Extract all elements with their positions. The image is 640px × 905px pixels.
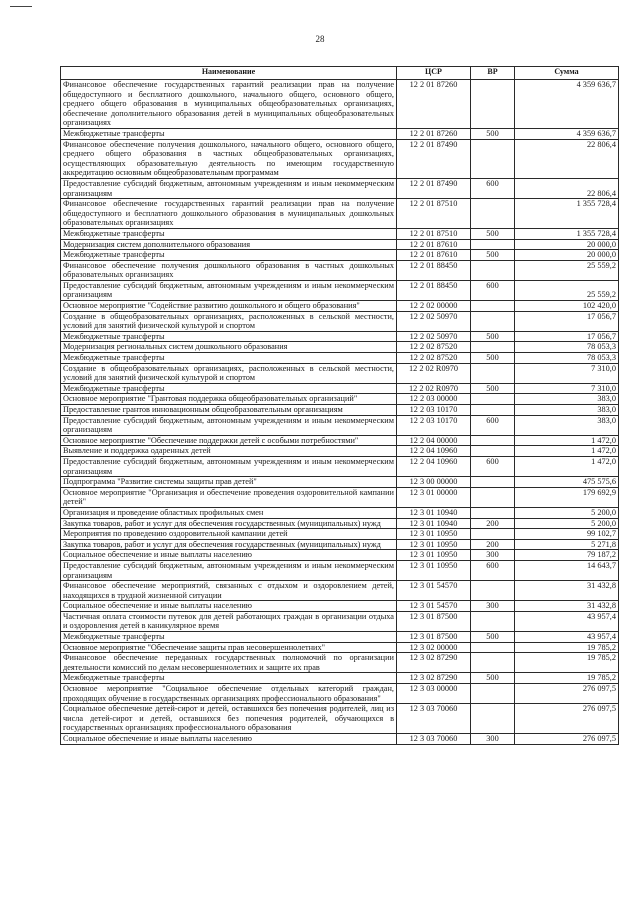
row-csr-cell: 12 2 01 88450 [397,280,471,300]
table-row [61,581,619,601]
row-vr-cell [471,581,515,601]
row-sum-cell: 20 000,0 [515,239,619,250]
row-sum-cell: 7 310,0 [515,383,619,394]
row-vr-cell: 600 [471,178,515,198]
row-csr-cell: 12 3 01 54570 [397,601,471,612]
row-name-cell: Межбюджетные трансферты [61,128,397,139]
table-row [61,477,619,488]
table-row [61,539,619,550]
row-csr-cell: 12 2 01 87490 [397,178,471,198]
header-csr: ЦСР [397,67,471,80]
row-sum-cell: 78 053,3 [515,342,619,353]
row-csr-cell: 12 2 01 87610 [397,250,471,261]
row-sum-cell: 19 785,2 [515,642,619,653]
row-name-cell: Основное мероприятие "Обеспечение защиты прав несовершеннолетних" [61,642,397,653]
table-row [61,560,619,580]
row-vr-cell: 500 [471,128,515,139]
row-name-cell: Социальное обеспечение детей-сирот и детей, оставшихся без попечения родителей, лиц из числа детей-сирот и детей, оставшихся без попечения родителей, обучающихся в государственных организациях профессионального образования [61,704,397,734]
header-name: Наименование [61,67,397,80]
row-sum-cell: 1 355 728,4 [515,228,619,239]
row-vr-cell [471,363,515,383]
row-name-cell: Финансовое обеспечение переданных государственных полномочий по организации деятельности комиссий по делам несовершеннолетних и защите их прав [61,653,397,673]
row-csr-cell: 12 3 01 10950 [397,550,471,561]
row-vr-cell: 500 [471,228,515,239]
row-vr-cell: 600 [471,415,515,435]
row-sum-cell: 31 432,8 [515,601,619,612]
row-vr-cell: 500 [471,632,515,643]
row-csr-cell: 12 2 03 10170 [397,405,471,416]
row-csr-cell: 12 3 01 00000 [397,487,471,507]
table-row [61,239,619,250]
row-csr-cell: 12 2 03 10170 [397,415,471,435]
row-vr-cell [471,405,515,416]
row-vr-cell: 300 [471,734,515,745]
row-vr-cell [471,311,515,331]
row-sum-cell: 5 200,0 [515,507,619,518]
table-row [61,601,619,612]
table-row [61,632,619,643]
table-header-row [61,67,619,80]
table-row [61,653,619,673]
row-vr-cell: 300 [471,550,515,561]
row-vr-cell: 600 [471,456,515,476]
row-sum-cell: 1 355 728,4 [515,199,619,229]
table-row [61,456,619,476]
row-sum-cell: 179 692,9 [515,487,619,507]
row-csr-cell: 12 2 04 00000 [397,435,471,446]
row-vr-cell [471,684,515,704]
row-sum-cell: 1 472,0 [515,435,619,446]
row-name-cell: Финансовое обеспечение государственных гарантий реализации прав на получение общедоступного и бесплатного дошкольного, начального общего, основного общего, среднего общего образования в муниципальных общеобразовательных организациях, обеспечение дополнительного образования детей в муниципальных общеобразовательных организациях [61,80,397,129]
row-vr-cell [471,529,515,540]
row-name-cell: Модернизация систем дополнительного образования [61,239,397,250]
table-row [61,331,619,342]
row-sum-cell: 276 097,5 [515,684,619,704]
row-name-cell: Финансовое обеспечение государственных гарантий реализации прав на получение общедоступного и бесплатного дошкольного образования в муниципальных дошкольных образовательных организациях [61,199,397,229]
row-vr-cell [471,80,515,129]
row-vr-cell: 200 [471,518,515,529]
row-csr-cell: 12 2 02 87520 [397,342,471,353]
row-name-cell: Закупка товаров, работ и услуг для обеспечения государственных (муниципальных) нужд [61,539,397,550]
row-vr-cell: 500 [471,673,515,684]
row-vr-cell [471,611,515,631]
row-sum-cell: 4 359 636,7 [515,80,619,129]
row-vr-cell [471,435,515,446]
row-sum-cell: 475 575,6 [515,477,619,488]
table-row [61,342,619,353]
row-vr-cell: 300 [471,601,515,612]
row-name-cell: Основное мероприятие "Организация и обеспечение проведения оздоровительной кампании детей" [61,487,397,507]
row-csr-cell: 12 3 01 10950 [397,529,471,540]
table-row [61,507,619,518]
row-csr-cell: 12 3 01 10940 [397,518,471,529]
table-row [61,405,619,416]
row-name-cell: Организация и проведение областных профильных смен [61,507,397,518]
row-sum-cell: 22 806,4 [515,178,619,198]
corner-mark [10,6,32,7]
row-csr-cell: 12 3 02 87290 [397,653,471,673]
row-name-cell: Основное мероприятие "Содействие развитию дошкольного и общего образования" [61,301,397,312]
row-name-cell: Межбюджетные трансферты [61,673,397,684]
row-name-cell: Межбюджетные трансферты [61,250,397,261]
row-vr-cell: 600 [471,560,515,580]
row-name-cell: Выявление и поддержка одаренных детей [61,446,397,457]
row-csr-cell: 12 2 02 R0970 [397,363,471,383]
row-csr-cell: 12 2 04 10960 [397,456,471,476]
row-csr-cell: 12 2 02 R0970 [397,383,471,394]
row-csr-cell: 12 3 03 00000 [397,684,471,704]
row-sum-cell: 14 643,7 [515,560,619,580]
row-sum-cell: 5 200,0 [515,518,619,529]
table-row [61,704,619,734]
row-sum-cell: 43 957,4 [515,632,619,643]
row-name-cell: Модернизация региональных систем дошкольного образования [61,342,397,353]
table-row [61,642,619,653]
row-csr-cell: 12 3 03 70060 [397,704,471,734]
row-name-cell: Предоставление грантов инновационным общеобразовательным организациям [61,405,397,416]
row-sum-cell: 25 559,2 [515,280,619,300]
row-sum-cell: 78 053,3 [515,353,619,364]
row-csr-cell: 12 2 03 00000 [397,394,471,405]
row-vr-cell [471,507,515,518]
row-name-cell: Подпрограмма "Развитие системы защиты прав детей" [61,477,397,488]
row-vr-cell: 500 [471,383,515,394]
row-name-cell: Основное мероприятие "Обеспечение поддержки детей с особыми потребностями" [61,435,397,446]
table-row [61,228,619,239]
table-row [61,80,619,129]
row-csr-cell: 12 3 02 00000 [397,642,471,653]
row-sum-cell: 5 271,8 [515,539,619,550]
table-row [61,673,619,684]
table-row [61,280,619,300]
row-sum-cell: 79 187,2 [515,550,619,561]
row-csr-cell: 12 2 02 50970 [397,311,471,331]
row-sum-cell: 4 359 636,7 [515,128,619,139]
page-number: 28 [315,34,325,44]
table-row [61,435,619,446]
row-name-cell: Межбюджетные трансферты [61,353,397,364]
row-vr-cell [471,704,515,734]
table-row [61,415,619,435]
row-csr-cell: 12 2 01 87610 [397,239,471,250]
row-sum-cell: 383,0 [515,405,619,416]
row-sum-cell: 25 559,2 [515,260,619,280]
row-name-cell: Предоставление субсидий бюджетным, автономным учреждениям и иным некоммерческим организациям [61,415,397,435]
row-sum-cell: 383,0 [515,394,619,405]
table-row [61,446,619,457]
row-sum-cell: 276 097,5 [515,734,619,745]
row-vr-cell [471,653,515,673]
row-name-cell: Межбюджетные трансферты [61,331,397,342]
row-vr-cell [471,139,515,178]
table-row [61,487,619,507]
row-sum-cell: 383,0 [515,415,619,435]
row-name-cell: Мероприятия по проведению оздоровительной кампании детей [61,529,397,540]
row-csr-cell: 12 3 00 00000 [397,477,471,488]
row-csr-cell: 12 3 01 54570 [397,581,471,601]
row-vr-cell [471,342,515,353]
table-row [61,550,619,561]
row-name-cell: Межбюджетные трансферты [61,383,397,394]
row-vr-cell [471,301,515,312]
row-name-cell: Предоставление субсидий бюджетным, автономным учреждениям и иным некоммерческим организациям [61,456,397,476]
row-sum-cell: 17 056,7 [515,311,619,331]
row-name-cell: Финансовое обеспечение мероприятий, связанных с отдыхом и оздоровлением детей, находящихся в трудной жизненной ситуации [61,581,397,601]
row-csr-cell: 12 2 01 87260 [397,128,471,139]
table-row [61,518,619,529]
row-csr-cell: 12 2 01 88450 [397,260,471,280]
row-vr-cell [471,487,515,507]
row-csr-cell: 12 3 01 87500 [397,611,471,631]
row-sum-cell: 43 957,4 [515,611,619,631]
row-vr-cell: 600 [471,280,515,300]
row-name-cell: Финансовое обеспечение получения дошкольного образования в частных дошкольных образовательных организациях [61,260,397,280]
table-row [61,178,619,198]
table-row [61,199,619,229]
row-sum-cell: 102 420,0 [515,301,619,312]
row-vr-cell: 500 [471,353,515,364]
row-sum-cell: 17 056,7 [515,331,619,342]
table-row [61,250,619,261]
table-row [61,734,619,745]
row-vr-cell [471,260,515,280]
row-name-cell: Частичная оплата стоимости путевок для детей работающих граждан в организации отдыха и оздоровления детей в каникулярное время [61,611,397,631]
row-sum-cell: 1 472,0 [515,446,619,457]
row-name-cell: Основное мероприятие "Социальное обеспечение отдельных категорий граждан, проходящих обучение в государственных организациях профессионального образования" [61,684,397,704]
row-name-cell: Предоставление субсидий бюджетным, автономным учреждениям и иным некоммерческим организациям [61,560,397,580]
row-vr-cell [471,239,515,250]
row-csr-cell: 12 3 02 87290 [397,673,471,684]
header-sum: Сумма [515,67,619,80]
table-row [61,383,619,394]
row-csr-cell: 12 2 01 87490 [397,139,471,178]
row-vr-cell: 500 [471,250,515,261]
table-row [61,311,619,331]
row-name-cell: Основное мероприятие "Грантовая поддержка общеобразовательных организаций" [61,394,397,405]
row-sum-cell: 22 806,4 [515,139,619,178]
table-row [61,301,619,312]
row-sum-cell: 1 472,0 [515,456,619,476]
row-name-cell: Межбюджетные трансферты [61,632,397,643]
row-name-cell: Создание в общеобразовательных организациях, расположенных в сельской местности, условий для занятий физической культурой и спортом [61,311,397,331]
row-vr-cell [471,394,515,405]
table-row [61,529,619,540]
row-name-cell: Создание в общеобразовательных организациях, расположенных в сельской местности, условий для занятий физической культурой и спортом [61,363,397,383]
row-csr-cell: 12 3 01 10950 [397,539,471,550]
row-vr-cell [471,642,515,653]
row-name-cell: Предоставление субсидий бюджетным, автономным учреждениям и иным некоммерческим организациям [61,280,397,300]
row-sum-cell: 276 097,5 [515,704,619,734]
table-body [61,80,619,745]
table-row [61,353,619,364]
row-csr-cell: 12 3 01 10950 [397,560,471,580]
row-csr-cell: 12 2 02 87520 [397,353,471,364]
row-sum-cell: 19 785,2 [515,673,619,684]
row-sum-cell: 99 102,7 [515,529,619,540]
row-vr-cell [471,446,515,457]
table-row [61,394,619,405]
row-vr-cell [471,199,515,229]
table-row [61,139,619,178]
row-sum-cell: 31 432,8 [515,581,619,601]
row-name-cell: Закупка товаров, работ и услуг для обеспечения государственных (муниципальных) нужд [61,518,397,529]
table-row [61,260,619,280]
row-csr-cell: 12 2 02 00000 [397,301,471,312]
row-vr-cell: 500 [471,331,515,342]
header-vr: ВР [471,67,515,80]
table-row [61,363,619,383]
row-csr-cell: 12 2 04 10960 [397,446,471,457]
budget-table [60,66,619,745]
row-csr-cell: 12 3 01 10940 [397,507,471,518]
table-row [61,611,619,631]
row-name-cell: Предоставление субсидий бюджетным, автономным учреждениям и иным некоммерческим организациям [61,178,397,198]
row-name-cell: Социальное обеспечение и иные выплаты населению [61,550,397,561]
row-vr-cell: 200 [471,539,515,550]
row-csr-cell: 12 3 03 70060 [397,734,471,745]
row-vr-cell [471,477,515,488]
row-csr-cell: 12 3 01 87500 [397,632,471,643]
table-row [61,684,619,704]
row-csr-cell: 12 2 02 50970 [397,331,471,342]
row-name-cell: Социальное обеспечение и иные выплаты населению [61,601,397,612]
row-sum-cell: 7 310,0 [515,363,619,383]
row-name-cell: Межбюджетные трансферты [61,228,397,239]
row-name-cell: Социальное обеспечение и иные выплаты населению [61,734,397,745]
row-csr-cell: 12 2 01 87510 [397,199,471,229]
row-csr-cell: 12 2 01 87510 [397,228,471,239]
row-csr-cell: 12 2 01 87260 [397,80,471,129]
row-sum-cell: 19 785,2 [515,653,619,673]
table-row [61,128,619,139]
row-sum-cell: 20 000,0 [515,250,619,261]
row-name-cell: Финансовое обеспечение получения дошкольного, начального общего, основного общего, среднего общего образования в частных общеобразовательных организациях, осуществляющих образовательную деятельность по имеющим государственную аккредитацию основным общеобразовательным программам [61,139,397,178]
